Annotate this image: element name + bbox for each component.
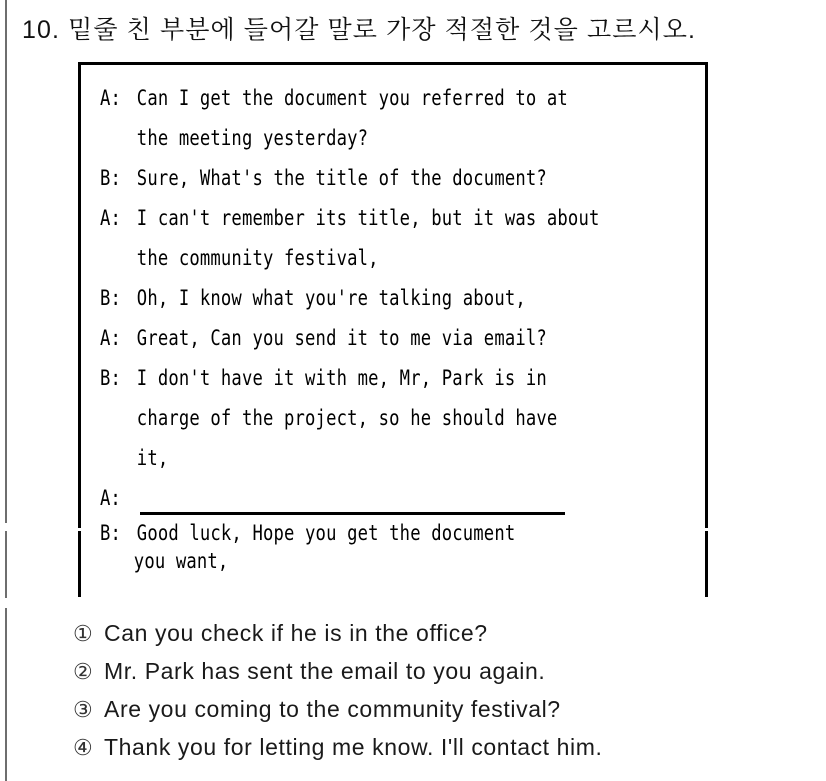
speaker-label: A: [100, 326, 122, 351]
dialogue-line [100, 359, 580, 399]
speaker-label: B: [100, 286, 122, 311]
choice-text: Are you coming to the community festival? [104, 696, 561, 722]
dialogue-text: Good luck, Hope you get the document [136, 521, 516, 546]
page-left-rule [5, 0, 7, 781]
dialogue-line [100, 279, 580, 319]
choice-text: Thank you for letting me know. I'll contact him. [104, 734, 603, 760]
speaker-label: A: [100, 86, 122, 111]
choice-number: ② [73, 659, 94, 684]
dialogue-text: Oh, I know what you're talking about, [136, 286, 526, 311]
dialogue-text: you want, [133, 549, 229, 574]
dialogue-line [100, 119, 580, 159]
dialogue-box-left-rail-lower [78, 531, 81, 597]
dialogue-box [78, 62, 708, 546]
page-rule-seam-gap-lower [0, 598, 14, 608]
dialogue-line [100, 79, 580, 119]
answer-choice-3[interactable] [73, 696, 803, 734]
dialogue-lines [100, 79, 700, 546]
clipped-dialogue-line [100, 519, 700, 546]
choice-number: ④ [73, 735, 94, 760]
choice-number: ① [73, 621, 94, 646]
dialogue-line [97, 545, 577, 579]
answer-choice-4[interactable] [73, 734, 803, 772]
dialogue-text: Great, Can you send it to me via email? [136, 326, 547, 351]
answer-choice-1[interactable] [73, 620, 803, 658]
page-rule-seam-gap-upper [0, 523, 14, 531]
dialogue-line [100, 159, 580, 199]
speaker-label: B: [100, 166, 122, 191]
answer-choice-2[interactable] [73, 658, 803, 696]
question-prompt: 10. 밑줄 친 부분에 들어갈 말로 가장 적절한 것을 고르시오. [22, 16, 697, 44]
answer-choices [73, 620, 803, 772]
choice-text: Can you check if he is in the office? [104, 620, 488, 646]
dialogue-line [100, 319, 580, 359]
blank-answer-row [100, 479, 700, 519]
choice-number: ③ [73, 697, 94, 722]
dialogue-text: Can I get the document you referred to at [136, 86, 568, 111]
dialogue-text: I don't have it with me, Mr, Park is in [136, 366, 547, 391]
dialogue-text: charge of the project, so he should have [136, 406, 558, 431]
dialogue-line [100, 199, 600, 239]
dialogue-continuation-below-seam [97, 545, 697, 579]
dialogue-line [100, 239, 580, 279]
speaker-label: A: [100, 486, 121, 511]
dialogue-line [100, 399, 580, 439]
choice-text: Mr. Park has sent the email to you again. [104, 658, 546, 684]
dialogue-text: it, [136, 446, 169, 471]
dialogue-line [100, 439, 580, 479]
dialogue-text: the meeting yesterday? [136, 126, 369, 151]
dialogue-text: the community festival, [136, 246, 379, 271]
speaker-label: B: [100, 366, 122, 391]
speaker-label: B: [100, 521, 122, 546]
speaker-label: A: [100, 206, 122, 231]
dialogue-text: I can't remember its title, but it was about [136, 206, 600, 231]
dialogue-box-right-rail-lower [705, 531, 708, 597]
dialogue-text: Sure, What's the title of the document? [136, 166, 547, 191]
